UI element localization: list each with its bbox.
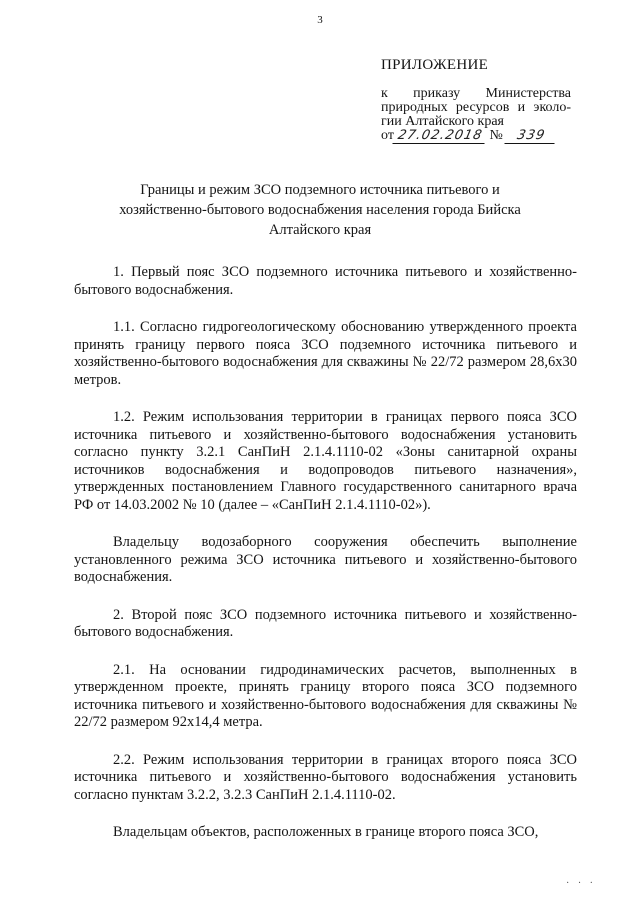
order-date-number-line (381, 129, 571, 144)
paragraph-owners-second-zone: Владельцам объектов, расположенных в границе второго пояса ЗСО, (113, 824, 539, 840)
document-title (100, 180, 540, 240)
paragraph-1-2: 1.2. Режим использования территории в границах первого пояса ЗСО источника питьевого и хозяйственно-бытового водоснабжения установить согласно пункту 3.2.1 СанПиН 2.1.4.1110-02 «Зоны санитарной охраны источников водоснабжения и водопроводов питьевого назначения», утвержденных постановлением Главного государственного санитарного врача РФ от 14.03.2002 № 10 (далее – «СанПиН 2.1.4.1110-02»). (74, 409, 577, 513)
title-line-1: Границы и режим ЗСО подземного источника питьевого и (140, 182, 500, 198)
document-body (74, 264, 577, 842)
paragraph-2-2: 2.2. Режим использования территории в границах второго пояса ЗСО источника питьевого и хозяйственно-бытового водоснабжения установить согласно пунктам 3.2.2, 3.2.3 СанПиН 2.1.4.1110-02. (74, 751, 577, 803)
appendix-title: ПРИЛОЖЕНИЕ (381, 57, 489, 73)
paragraph-2-1: 2.1. На основании гидродинамических расчетов, выполненных в утвержденном проекте, принять границу второго пояса ЗСО подземного источника питьевого и хозяйственно-бытового водоснабжения для скважины № 22/72 размером 92x14,4 метра. (74, 661, 577, 730)
title-line-3: Алтайского края (268, 222, 372, 238)
order-number-handwritten: 339 (505, 129, 558, 144)
paragraph-second-zone-heading: 2. Второй пояс ЗСО подземного источника питьевого и хозяйственно-бытового водоснабжения. (74, 606, 577, 640)
appendix-line-1: к приказу Министерства (381, 86, 571, 101)
paragraph-1-1: 1.1. Согласно гидрогеологическому обоснованию утвержденного проекта принять границу первого пояса ЗСО подземного источника питьевого и хозяйственно-бытового водоснабжения для скважины № 22/72 размером 28,6x30 метров. (74, 319, 577, 388)
appendix-line-3: гии Алтайского края (381, 114, 504, 129)
date-prefix: от (381, 128, 394, 143)
paragraph-first-zone-heading: 1. Первый пояс ЗСО подземного источника питьевого и хозяйственно-бытового водоснабжения. (74, 264, 577, 298)
scan-marks: · · · (566, 878, 596, 889)
paragraph-owner-obligation: Владельцу водозаборного сооружения обеспечить выполнение установленного режима ЗСО источника питьевого и хозяйственно-бытового водоснабжения. (74, 534, 577, 585)
order-date-handwritten: 27.02.2018 (392, 129, 487, 144)
appendix-line-2: природных ресурсов и эколо- (381, 100, 571, 115)
page-number: 3 (317, 14, 323, 26)
number-prefix: № (489, 128, 503, 143)
appendix-block (381, 58, 571, 144)
title-line-2: хозяйственно-бытового водоснабжения населения города Бийска (119, 202, 521, 218)
